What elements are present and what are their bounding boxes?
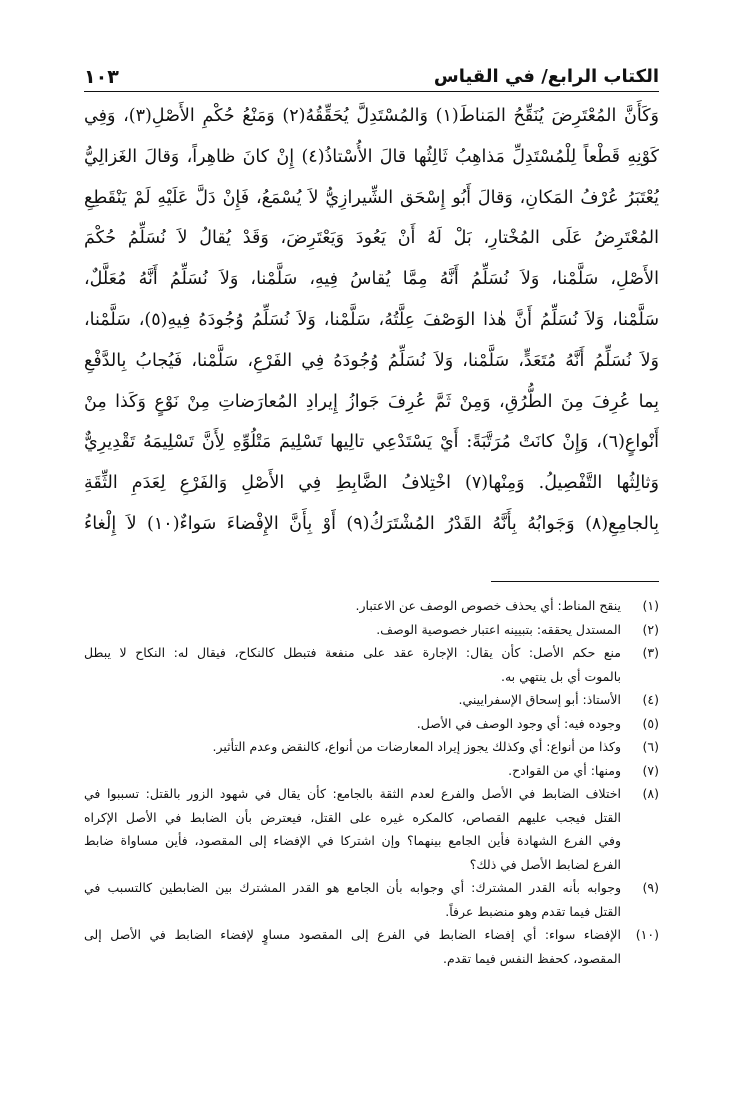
- text-line: سَلَّمْنا، وَلاَ نُسَلِّمُ أَنَّ هٰذا الوَصْفَ عِلَّتُهُ، سَلَّمْنا، وَلاَ نُسَلِّمُ وُجُودَهُ فِيهِ(٥)، سَلَّمْنا،: [84, 309, 659, 330]
- footnote: [84, 759, 659, 783]
- footnote-number: (٤): [642, 692, 659, 707]
- footnote-text: [84, 594, 621, 618]
- footnote-text: [84, 641, 621, 688]
- footnote-line: القتل فيجب عليهم القصاص، كالمكره غيره على القتل، فيعترض بأن الضابط في الأصل الإكراه: [84, 809, 621, 825]
- footnote-line: منع حكم الأصل: كأن يقال: الإجارة عقد على منفعة فتبطل كالنكاح، فيقال له: النكاح لا يبطل: [84, 645, 621, 660]
- text-line: الأَصْلِ، سَلَّمْنا، وَلاَ نُسَلِّمُ أَنَّهُ مِمَّا يُقاسُ فِيهِ، سَلَّمْنا، وَلاَ نُسَلِّمُ أَنَّهُ مُعَلَّلٌ،: [84, 269, 659, 290]
- text-line: يُعْتَبَرُ عُرْفُ المَكانِ، وَقالَ أَبُو إِسْحَق الشِّيرازِيُّ لاَ يُسْمَعُ، فَإِنْ دَلَّ عَلَيْهِ لَمْ يَنْقَطِعِ: [84, 187, 659, 208]
- footnote-text: [84, 759, 621, 783]
- footnote-line: المستدل يحققه: بتبيينه اعتبار خصوصية الوصف.: [376, 621, 621, 637]
- footnote-separator: [491, 581, 659, 582]
- page-number: ١٠٣: [84, 66, 119, 88]
- text-line: المُعْتَرِضُ عَلَى المُخْتارِ، بَلْ لَهُ أَنْ يَعُودَ وَيَعْتَرِضَ، وَقَدْ يُقالُ لاَ نُسَلِّمُ حُكْمَ: [84, 228, 659, 249]
- footnote-text: [84, 923, 621, 970]
- footnote-text: [84, 782, 621, 876]
- footnote-number: (١٠): [635, 927, 659, 942]
- footnote-number: (٣): [642, 645, 659, 660]
- footnote: [84, 688, 659, 712]
- footnotes: [84, 594, 659, 970]
- footnote-number: (٢): [642, 621, 659, 637]
- footnote-line: ومنها: أي من القوادح.: [508, 762, 621, 778]
- footnote: [84, 594, 659, 618]
- footnote-number: (٦): [642, 739, 659, 754]
- footnote-line: المقصود، كحفظ النفس فيما تقدم.: [442, 950, 621, 966]
- footnote: [84, 712, 659, 736]
- footnote-line: وكذا من أنواع: أي وكذلك يجوز إيراد المعارضات من أنواع، كالنقض وعدم التأثير.: [212, 739, 621, 754]
- footnote-line: ينقح المناط: أي يحذف خصوص الوصف عن الاعتبار.: [355, 598, 621, 613]
- footnote-number: (٧): [642, 762, 659, 778]
- footnote-text: [84, 712, 621, 736]
- text-line: بِالجامِعِ(٨) وَجَوابُهُ بِأَنَّهُ القَدْرُ المُشْتَرَكُ(٩) أَوْ بِأَنَّ الإِفْضاءَ سَواءٌ(١٠) لاَ إِلْغاءُ: [84, 513, 659, 534]
- footnote-text: [84, 735, 621, 759]
- text-line: أَنْواعٍ(٦)، وَإِنْ كانَتْ مُرَتَّبَةً: أَيْ يَسْتَدْعِي تالِيها تَسْلِيمَ مَتْلُوِّهِ لِأَنَّ تَسْلِيمَهُ تَقْدِيرِيٌّ: [84, 432, 659, 453]
- footnote-line: وفي الفرع الشهادة فأين الجامع بينهما؟ وإن اشتركا في الإفضاء إلى المقصود، فأين مساواة ضابط: [84, 833, 621, 848]
- footnote-number: (٩): [642, 880, 659, 895]
- footnote-line: وجوابه بأنه القدر المشترك: أي وجوابه بأن الجامع هو القدر المشترك بين الضابطين كالتسبب في: [84, 880, 621, 895]
- footnote: [84, 782, 659, 876]
- footnote-line: الإفضاء سواء: أي إفضاء الضابط في الفرع إلى المقصود مساوٍ لإفضاء الضابط في الأصل إلى: [84, 927, 621, 942]
- footnote-number: (٨): [642, 786, 659, 801]
- footnote-line: بالموت أي بل ينتهي به.: [500, 668, 621, 684]
- footnote-number: (١): [642, 598, 659, 613]
- footnote: [84, 641, 659, 688]
- footnote-line: اختلاف الضابط في الأصل والفرع لعدم الثقة بالجامع: كأن يقال في شهود الزور بالقتل: تسببوا في: [84, 786, 621, 801]
- header-rule: [84, 91, 659, 92]
- main-text: [84, 96, 659, 545]
- text-line: وَلاَ نُسَلِّمُ أَنَّهُ مُتَعَدٍّ، سَلَّمْنا، وَلاَ نُسَلِّمُ وُجُودَهُ فِي الفَرْعِ، سَلَّمْنا، فَيُجابُ بِالدَّفْعِ: [84, 350, 659, 371]
- running-title: الكتاب الرابع/ في القياس: [433, 66, 659, 87]
- footnote: [84, 735, 659, 759]
- footnote: [84, 876, 659, 923]
- footnote-line: وجوده فيه: أي وجود الوصف في الأصل.: [416, 715, 621, 731]
- footnote-number: (٥): [642, 715, 659, 731]
- footnote-line: القتل فيما تقدم وهو منضبط عرفاً.: [445, 903, 621, 919]
- text-line: وَكَأَنَّ المُعْتَرِضَ يُنَقِّحُ المَناطَ(١) وَالمُسْتَدِلَّ يُحَقِّقُهُ(٢) وَمَنْعُ حُكْمِ الأَصْلِ(٣)، وَفِي: [84, 106, 659, 126]
- page-header: [84, 58, 659, 88]
- footnote-line: الفرع لضابط الأصل في ذلك؟: [469, 856, 621, 872]
- footnote-line: الأستاذ: أبو إسحاق الإسفراييني.: [458, 692, 621, 707]
- footnote: [84, 618, 659, 642]
- footnote: [84, 923, 659, 970]
- footnote-text: [84, 618, 621, 642]
- footnote-text: [84, 876, 621, 923]
- text-line: وَثالِثُها التَّفْصِيلُ. وَمِنْها(٧) اخْتِلافُ الضَّابِطِ فِي الأَصْلِ وَالفَرْعِ لِعَدَمِ الثِّقَةِ: [84, 473, 659, 494]
- text-line: كَوْنِهِ قَطْعاً لِلْمُسْتَدِلِّ مَذاهِبُ ثَالِثُها قالَ الأُسْتاذُ(٤) إِنْ كانَ ظاهِراً، وَقالَ الغَزالِيُّ: [84, 146, 659, 167]
- text-line: بِما عُرِفَ مِنَ الطُّرُقِ، وَمِنْ ثَمَّ عُرِفَ جَوازُ إِيرادِ المُعارَضاتِ مِنْ نَوْعٍ وَكَذا مِنْ: [84, 391, 659, 412]
- footnote-text: [84, 688, 621, 712]
